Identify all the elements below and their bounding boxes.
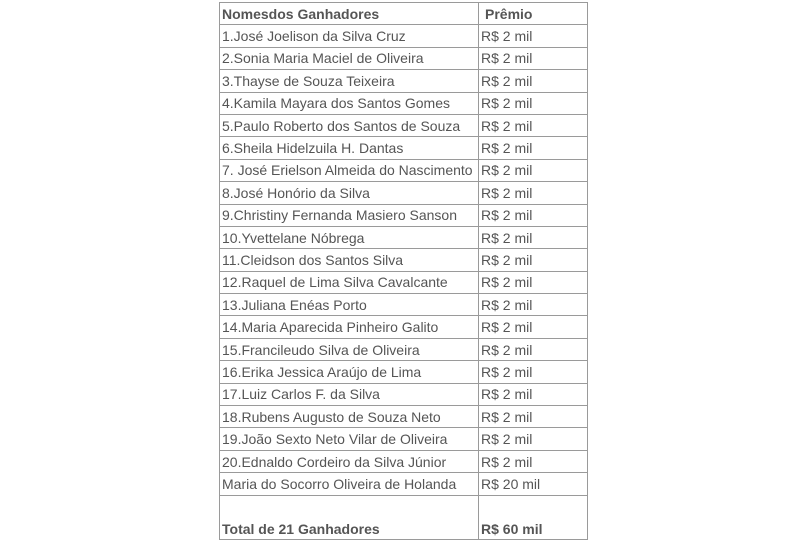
table-row (220, 204, 588, 226)
table-row (220, 182, 588, 204)
winner-prize: R$ 2 mil (479, 204, 588, 226)
table-row (220, 450, 588, 472)
table-row (220, 271, 588, 293)
winner-prize: R$ 2 mil (479, 428, 588, 450)
total-label: Total de 21 Ganhadores (220, 495, 479, 539)
header-prize: Prêmio (479, 3, 588, 25)
winners-table-container (219, 2, 588, 540)
table-row (220, 383, 588, 405)
winner-prize: R$ 2 mil (479, 226, 588, 248)
winner-name: 7. José Erielson Almeida do Nascimento (220, 159, 479, 181)
winner-prize: R$ 2 mil (479, 114, 588, 136)
total-row (220, 495, 588, 539)
winner-name: 9.Christiny Fernanda Masiero Sanson (220, 204, 479, 226)
winner-name: 4.Kamila Mayara dos Santos Gomes (220, 92, 479, 114)
table-row (220, 361, 588, 383)
winner-prize: R$ 2 mil (479, 450, 588, 472)
winner-prize: R$ 2 mil (479, 294, 588, 316)
winner-name: 17.Luiz Carlos F. da Silva (220, 383, 479, 405)
total-value: R$ 60 mil (479, 495, 588, 539)
table-row (220, 473, 588, 495)
winner-prize: R$ 2 mil (479, 271, 588, 293)
table-row (220, 428, 588, 450)
winner-prize: R$ 2 mil (479, 361, 588, 383)
winner-name: 18.Rubens Augusto de Souza Neto (220, 406, 479, 428)
winner-name: 10.Yvettelane Nóbrega (220, 226, 479, 248)
winner-name: 20.Ednaldo Cordeiro da Silva Júnior (220, 450, 479, 472)
winner-name: 8.José Honório da Silva (220, 182, 479, 204)
winner-prize: R$ 2 mil (479, 137, 588, 159)
winner-name: 6.Sheila Hidelzuila H. Dantas (220, 137, 479, 159)
table-row (220, 316, 588, 338)
table-body (220, 25, 588, 495)
winner-name: 2.Sonia Maria Maciel de Oliveira (220, 47, 479, 69)
table-row (220, 294, 588, 316)
table-row (220, 159, 588, 181)
winner-prize: R$ 20 mil (479, 473, 588, 495)
winner-name: 13.Juliana Enéas Porto (220, 294, 479, 316)
table-row (220, 406, 588, 428)
winner-prize: R$ 2 mil (479, 249, 588, 271)
winner-prize: R$ 2 mil (479, 25, 588, 47)
winner-name: 14.Maria Aparecida Pinheiro Galito (220, 316, 479, 338)
table-row (220, 25, 588, 47)
winner-prize: R$ 2 mil (479, 338, 588, 360)
table-row (220, 249, 588, 271)
table-row (220, 137, 588, 159)
winner-name: Maria do Socorro Oliveira de Holanda (220, 473, 479, 495)
table-row (220, 226, 588, 248)
winner-name: 12.Raquel de Lima Silva Cavalcante (220, 271, 479, 293)
winner-name: 5.Paulo Roberto dos Santos de Souza (220, 114, 479, 136)
table-row (220, 338, 588, 360)
winner-prize: R$ 2 mil (479, 70, 588, 92)
winner-name: 11.Cleidson dos Santos Silva (220, 249, 479, 271)
table-header-row (220, 3, 588, 25)
winner-prize: R$ 2 mil (479, 406, 588, 428)
table-row (220, 47, 588, 69)
winner-name: 1.José Joelison da Silva Cruz (220, 25, 479, 47)
table-row (220, 92, 588, 114)
table-row (220, 70, 588, 92)
winner-name: 15.Francileudo Silva de Oliveira (220, 338, 479, 360)
winner-name: 16.Erika Jessica Araújo de Lima (220, 361, 479, 383)
winner-prize: R$ 2 mil (479, 159, 588, 181)
winners-table (219, 2, 588, 540)
winner-prize: R$ 2 mil (479, 182, 588, 204)
table-row (220, 114, 588, 136)
winner-prize: R$ 2 mil (479, 47, 588, 69)
winner-name: 19.João Sexto Neto Vilar de Oliveira (220, 428, 479, 450)
header-name: Nomesdos Ganhadores (220, 3, 479, 25)
winner-name: 3.Thayse de Souza Teixeira (220, 70, 479, 92)
winner-prize: R$ 2 mil (479, 92, 588, 114)
winner-prize: R$ 2 mil (479, 316, 588, 338)
winner-prize: R$ 2 mil (479, 383, 588, 405)
